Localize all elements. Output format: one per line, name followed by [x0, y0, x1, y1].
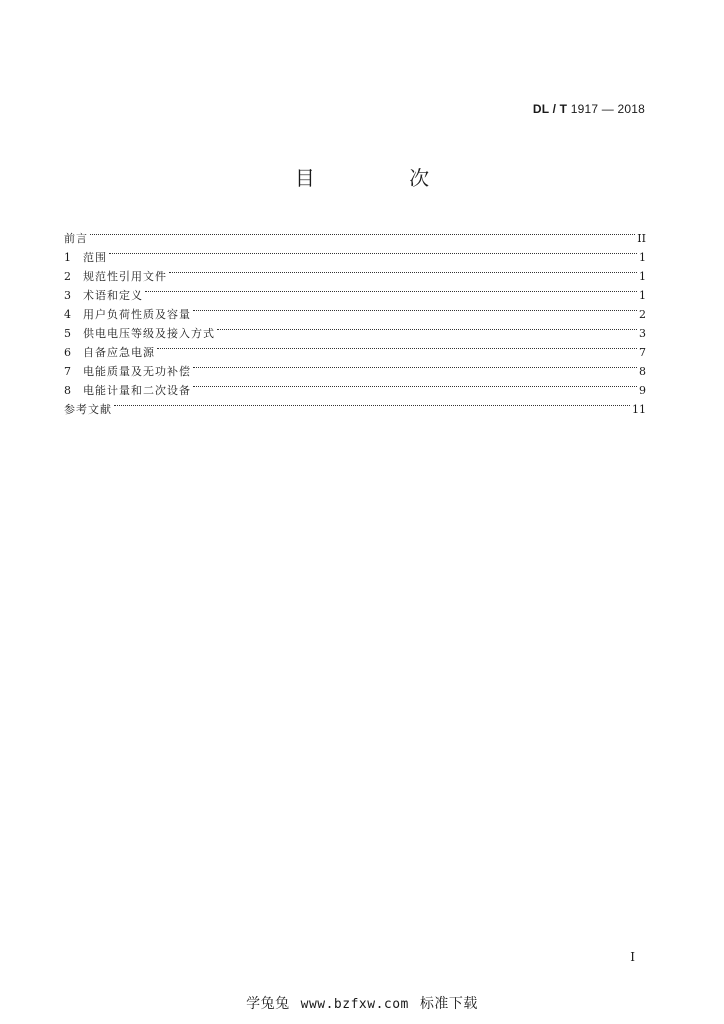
footer-url[interactable]: www.bzfxw.com	[300, 997, 409, 1012]
table-of-contents	[64, 223, 646, 416]
toc-entry-number: 5	[64, 327, 71, 340]
toc-entry-label: 前言	[64, 232, 88, 245]
toc-entry-label: 范围	[83, 251, 107, 264]
toc-entry-page: 3	[639, 327, 646, 340]
toc-entry-number: 4	[64, 308, 71, 321]
footer-site-name: 学兔兔	[246, 996, 290, 1012]
toc-entry-number: 3	[64, 289, 71, 302]
toc-entry-label: 电能计量和二次设备	[83, 384, 191, 397]
toc-entry-page: II	[637, 232, 646, 245]
toc-entry-foreword[interactable]	[64, 223, 646, 245]
toc-entry-bibliography[interactable]	[64, 394, 646, 416]
toc-dot-leader	[193, 375, 637, 394]
toc-dot-leader	[193, 299, 637, 318]
toc-entry-page: 2	[639, 308, 646, 321]
toc-entry-label: 用户负荷性质及容量	[83, 308, 191, 321]
toc-entry-number: 2	[64, 270, 71, 283]
toc-dot-leader	[169, 261, 637, 280]
footer-watermark	[0, 993, 724, 1013]
toc-entry-number: 6	[64, 346, 71, 359]
toc-entry-label: 电能质量及无功补偿	[83, 365, 191, 378]
toc-entry-page: 9	[639, 384, 646, 397]
toc-entry-label: 规范性引用文件	[83, 270, 167, 283]
toc-entry-load-capacity[interactable]	[64, 299, 646, 321]
standard-number: 1917 — 2018	[570, 102, 645, 116]
toc-dot-leader	[109, 242, 637, 261]
toc-dot-leader	[157, 337, 637, 356]
toc-entry-page: 8	[639, 365, 646, 378]
toc-dot-leader	[114, 394, 630, 413]
toc-entry-scope[interactable]	[64, 242, 646, 264]
toc-dot-leader	[145, 280, 637, 299]
toc-entry-number: 7	[64, 365, 71, 378]
toc-entry-page: 1	[639, 251, 646, 264]
toc-entry-label: 参考文献	[64, 403, 112, 416]
toc-entry-page: 11	[632, 403, 646, 416]
toc-entry-page: 1	[639, 270, 646, 283]
page-number: I	[630, 950, 635, 964]
toc-entry-number: 1	[64, 251, 71, 264]
footer-tagline: 标准下载	[419, 996, 478, 1012]
toc-entry-label: 自备应急电源	[83, 346, 155, 359]
toc-entry-label: 供电电压等级及接入方式	[83, 327, 215, 340]
page-title: 目 次	[294, 166, 474, 190]
toc-dot-leader	[193, 356, 637, 375]
toc-entry-label: 术语和定义	[83, 289, 143, 302]
standard-prefix: DL / T	[532, 102, 568, 116]
toc-dot-leader	[217, 318, 637, 337]
toc-entry-normative-references[interactable]	[64, 261, 646, 283]
toc-dot-leader	[90, 223, 635, 242]
standard-code	[533, 102, 645, 116]
toc-entry-terms-definitions[interactable]	[64, 280, 646, 302]
toc-entry-page: 7	[639, 346, 646, 359]
toc-entry-number: 8	[64, 384, 71, 397]
toc-entry-page: 1	[639, 289, 646, 302]
